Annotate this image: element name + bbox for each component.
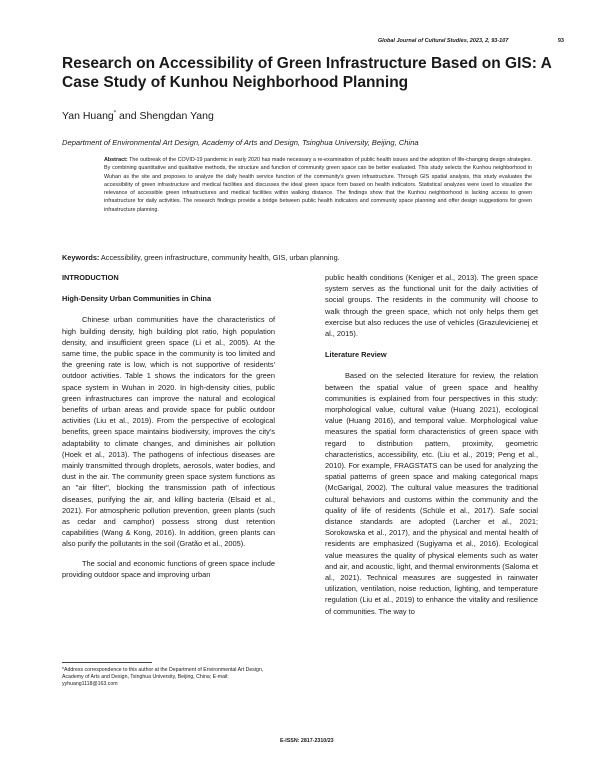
abstract bbox=[104, 156, 532, 214]
abstract-text: The outbreak of the COVID-19 pandemic in early 2020 has made necessary a re-examination of public health issues and the adoption of life-changing design strategies. By combining quantitative and qualitative methods, the structure and function of community green space can be better evaluated. This study selects the Kunhou neighborhood in Wuhan as the site and proposes to analyze the daily health service function of the community's green infrastructure. Through GIS spatial analysis, this study evaluates the accessibility of green infrastructure and medical facilities and discusses the ideal green space form based on health indicators. Statistical analyzes were used to visualize the relevance of accessible green infrastructures and medical facilities within walking distance. The findings show that the Kunhou neighborhood is lacking access to green infrastructure for daily activities. The research findings provide a bridge between public health indicators and community space planning and offer design suggestions for green infrastructure planning. bbox=[104, 157, 532, 213]
running-header bbox=[378, 38, 564, 44]
abstract-label: Abstract: bbox=[104, 157, 128, 163]
subsection-heading-literature-review: Literature Review bbox=[325, 350, 387, 360]
author-first: Yan Huang bbox=[62, 110, 114, 122]
right-column bbox=[325, 272, 538, 625]
section-heading-introduction: INTRODUCTION bbox=[62, 273, 119, 282]
paragraph: Based on the selected literature for review, the relation between the spatial value of green space and healthy communities is explained from four perspectives in this study: morphological value, cultural value (Huang 2021), ecological value (Huang 2016), and temporal value. Morphological value measures the spatial form characteristics of green space with regard to distribution pattern, proximity, geometric characteristics, accessibility, etc. (Liu et al., 2019; Peng et al., 2010). For example, FRAGSTATS can be used for analyzing the spatial patterns of green space and making categorical maps (McGarigal, 2002). The cultural value measures the traditional cultural behaviors and customs within the community and the quality of life of residents (Schüle et al., 2017). Safe social distance standards are adopted (Larcher et al., 2021; Sorokowska et al., 2017), and the physical and mental health of residents are emphasized (Sugiyama et al., 2016). Ecological value measures the quality of physical elements such as water and air, and acoustic, light, and thermal environments (Saloma et al., 2021). Technical measures are suggested in rainwater utilization, ventilation, noise reduction, lighting, and temperature regulation (Liu et al., 2019) to enhance the vitality and resilience of communities. The way to bbox=[325, 371, 538, 616]
subsection-heading-high-density: High-Density Urban Communities in China bbox=[62, 294, 212, 304]
footnote-divider bbox=[62, 662, 152, 663]
corresponding-author-mark: * bbox=[113, 110, 117, 117]
keywords-text: Accessibility, green infrastructure, community health, GIS, urban planning. bbox=[99, 253, 340, 262]
paragraph: Chinese urban communities have the characteristics of high building density, high building plot ratio, high population density, and insufficient green space (Li et al., 2005). At the same time, the public space in the community is too limited and the greening rate is low, which is not supportive of residents' outdoor activities. Table 1 shows the indicators for the green space system in Wuhan in 2020. In high-density cities, public green infrastructures can improve the natural and ecological benefits of urban areas and provide space for public outdoor activities (Liu et al., 2019). From the perspective of ecological benefits, green space maintains biodiversity, improves the city's adaptability to climate changes, and diminishes air pollution (Hoek et al., 2013). The pathogens of infectious diseases are mainly transmitted through droplets, aerosols, water bodies, and dust in the air. The community green space system functions as an "air filter", blocking the transmission path of infectious diseases, purifying the air, and killing bacteria (Elsaid et al., 2021). For atmospheric pollution prevention, green plants (such as cedar and camphor) possess strong dust retention capabilities (Wang & Kong, 2016). In addition, green plants can also purify the pollutants in the soil (Gratão et al., 2005). bbox=[62, 315, 275, 549]
author-line bbox=[62, 110, 214, 122]
journal-citation: Global Journal of Cultural Studies, 2023, 2, 93-107 bbox=[377, 38, 509, 44]
footnote: *Address correspondence to this author at the Department of Environmental Art Design, Academy of Arts and Design, Tsinghua University, Beijing, China; E-mail: yyhuang1118@163.com bbox=[62, 667, 264, 688]
left-column bbox=[62, 272, 275, 588]
keywords bbox=[62, 253, 340, 262]
paper-title: Research on Accessibility of Green Infrastructure Based on GIS: A Case Study of Kunhou Neighborhood Planning bbox=[62, 55, 552, 91]
paragraph: public health conditions (Keniger et al., 2013). The green space system serves as the functional unit for the daily activities of social groups. The residents in the community will choose to walk through the green space, which not only helps them get exercise but also reduces the use of vehicles (Grazulevicienej et al., 2015). bbox=[325, 273, 538, 339]
page-number: 93 bbox=[557, 38, 564, 44]
author-rest: and Shengdan Yang bbox=[116, 110, 214, 122]
paragraph: The social and economic functions of green space include providing outdoor space and improving urban bbox=[62, 558, 275, 579]
affiliation: Department of Environmental Art Design, Academy of Arts and Design, Tsinghua University, Beijing, China bbox=[62, 138, 419, 147]
keywords-label: Keywords: bbox=[62, 253, 100, 262]
issn: E-ISSN: 2817-2310/23 bbox=[280, 738, 334, 744]
